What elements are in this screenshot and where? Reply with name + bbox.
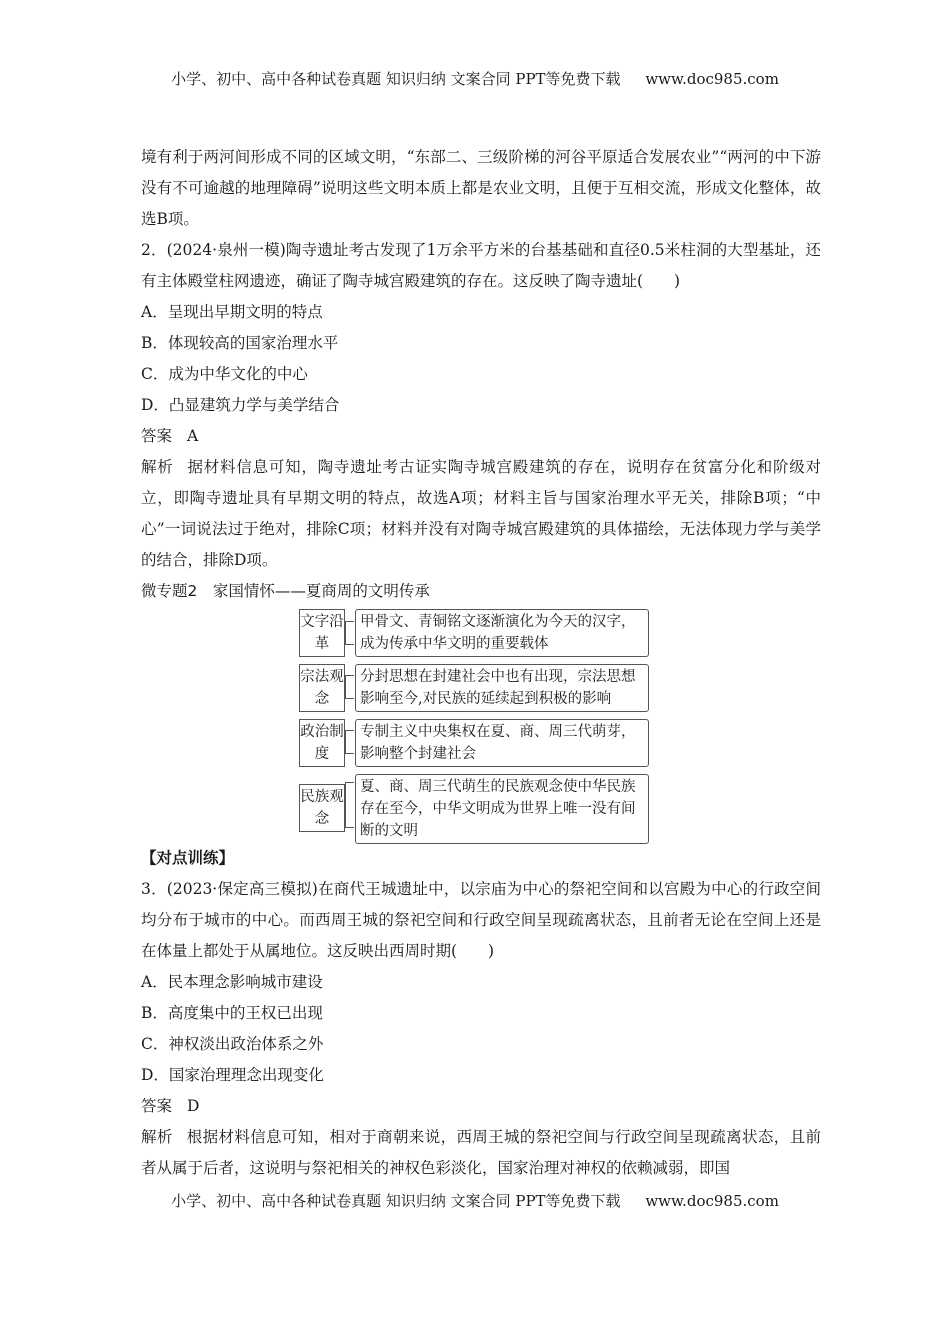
q3-option-d: D．国家治理理念出现变化 (141, 1066, 324, 1084)
intro-paragraph: 境有利于两河间形成不同的区域文明，“东部二、三级阶梯的河谷平原适合发展农业”“两河的中下游没有不可逾越的地理障碍”说明这些文明本质上都是农业文明，且便于互相交流，形成文化整体，故选B项。 (141, 148, 821, 228)
q2-analysis (141, 452, 821, 576)
page-footer (0, 1190, 950, 1211)
q3-option-b: B．高度集中的王权已出现 (141, 1004, 323, 1022)
q3-answer (141, 1091, 821, 1122)
q2-option-d: D．凸显建筑力学与美学结合 (141, 396, 340, 414)
header-text: 小学、初中、高中各种试卷真题 知识归纳 文案合同 PPT等免费下载 (171, 70, 621, 88)
diagram-box-clan: 分封思想在封建社会中也有出现，宗法思想影响至今,对民族的延续起到积极的影响 (355, 664, 649, 712)
q2-option-a: A．呈现出早期文明的特点 (141, 303, 323, 321)
culture-diagram (141, 607, 821, 843)
q2-stem: 2．(2024·泉州一模)陶寺遗址考古发现了1万余平方米的台基基础和直径0.5米柱洞的大型基址，还有主体殿堂柱网遗迹，确证了陶寺城宫殿建筑的存在。这反映了陶寺遗址( ) (141, 241, 821, 290)
analysis-text: 根据材料信息可知，相对于商朝来说，西周王城的祭祀空间与行政空间呈现疏离状态，且前者从属于后者，这说明与祭祀相关的神权色彩淡化，国家治理对神权的依赖减弱，即国 (141, 1128, 821, 1177)
diagram-connector (345, 675, 354, 699)
diagram-connector (345, 730, 354, 754)
analysis-label: 解析 (141, 458, 174, 476)
diagram-label-nation: 民族观念 (299, 784, 345, 832)
page-header (0, 68, 950, 89)
analysis-text: 据材料信息可知，陶寺遗址考古证实陶寺城宫殿建筑的存在，说明存在贫富分化和阶级对立，即陶寺遗址具有早期文明的特点，故选A项；材料主旨与国家治理水平无关，排除B项；“中心”一词说法过于绝对，排除C项；材料并没有对陶寺城宫殿建筑的具体描绘，无法体现力学与美学的结合，排除D项。 (141, 458, 821, 569)
q3-option-a: A．民本理念影响城市建设 (141, 973, 323, 991)
q3-stem: 3．(2023·保定高三模拟)在商代王城遗址中，以宗庙为中心的祭祀空间和以宫殿为中心的行政空间均分布于城市的中心。而西周王城的祭祀空间和行政空间呈现疏离状态，且前者无论在空间上还是在体量上都处于从属地位。这反映出西周时期( ) (141, 880, 821, 960)
q2-answer (141, 421, 821, 452)
answer-label: 答案 (141, 1097, 173, 1115)
footer-site[interactable]: www.doc985.com (645, 1192, 779, 1210)
page-content (141, 142, 821, 1184)
diagram-label-politics: 政治制度 (299, 719, 345, 767)
diagram-label-writing: 文字沿革 (299, 609, 345, 657)
diagram-connector (345, 621, 354, 645)
q3-analysis (141, 1122, 821, 1184)
answer-label: 答案 (141, 427, 173, 445)
answer-value: A (186, 427, 199, 445)
diagram-connector (345, 782, 354, 828)
diagram-box-writing: 甲骨文、青铜铭文逐渐演化为今天的汉字，成为传承中华文明的重要载体 (355, 609, 649, 657)
q2-option-c: C．成为中华文化的中心 (141, 365, 308, 383)
footer-text: 小学、初中、高中各种试卷真题 知识归纳 文案合同 PPT等免费下载 (171, 1192, 621, 1210)
answer-value: D (186, 1097, 200, 1115)
diagram-box-politics: 专制主义中央集权在夏、商、周三代萌芽，影响整个封建社会 (355, 719, 649, 767)
header-site[interactable]: www.doc985.com (645, 70, 779, 88)
topic-title: 微专题2 家国情怀——夏商周的文明传承 (141, 582, 430, 600)
diagram-label-clan: 宗法观念 (299, 664, 345, 712)
analysis-label: 解析 (141, 1128, 173, 1146)
diagram-box-nation: 夏、商、周三代萌生的民族观念使中华民族存在至今，中华文明成为世界上唯一没有间断的文明 (355, 774, 649, 844)
q2-option-b: B．体现较高的国家治理水平 (141, 334, 339, 352)
practice-title: 【对点训练】 (141, 849, 235, 867)
q3-option-c: C．神权淡出政治体系之外 (141, 1035, 324, 1053)
